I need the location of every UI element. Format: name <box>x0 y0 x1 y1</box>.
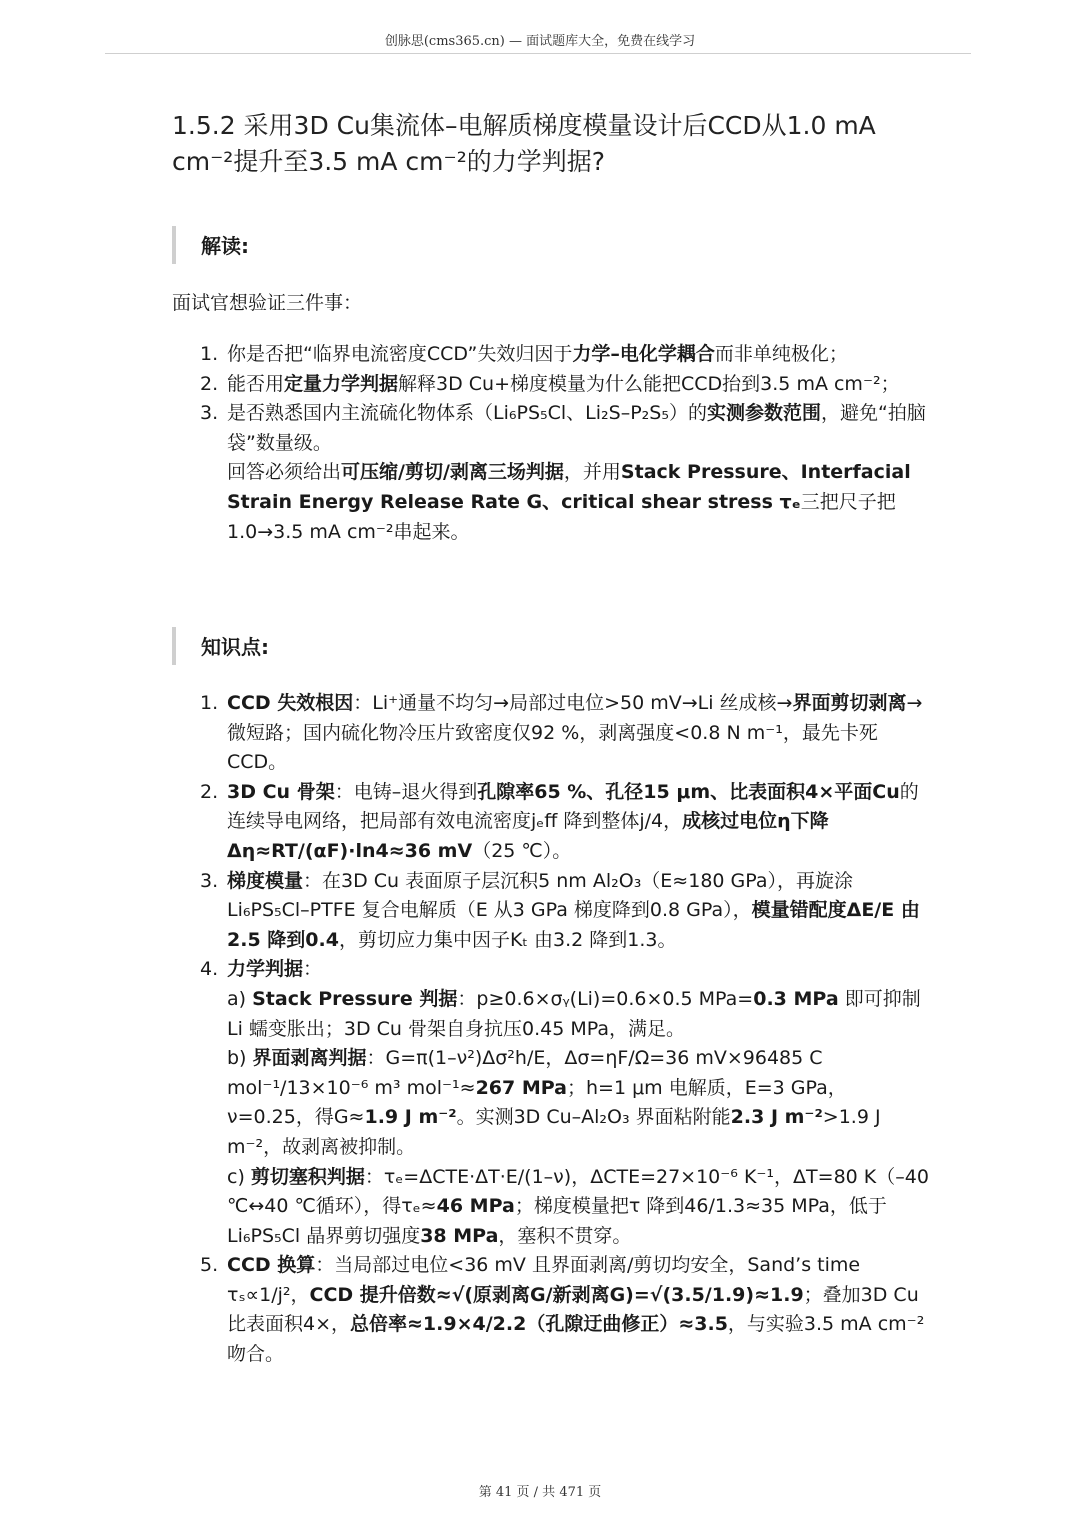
sub-criterion <box>227 1044 930 1162</box>
bold-text: CCD 提升倍数≈√(原剥离G/新剥离G)=√(3.5/1.9)≈1.9 <box>309 1283 804 1306</box>
item-text <box>227 1251 930 1369</box>
sub-criterion <box>227 985 930 1044</box>
text-run: ：G=π(1–ν²)Δσ²h/E，Δσ=ηF/Ω=36 mV×96485 C mol⁻¹/13×10⁻⁶ m³ mol⁻¹≈ <box>227 1047 823 1099</box>
bold-text: 总倍率≈1.9×4/2.2（孔隙迂曲修正）≈3.5 <box>350 1313 728 1336</box>
text-run: ，与实验3.5 mA cm⁻² 吻合。 <box>227 1313 925 1366</box>
section-heading: 解读: <box>201 234 249 258</box>
bold-text: 力学–电化学耦合 <box>572 343 715 365</box>
item-text <box>227 955 930 985</box>
section-heading: 知识点: <box>201 635 269 659</box>
list-number: 3. <box>200 869 219 892</box>
item-extra-text <box>227 458 930 547</box>
text-run: ，塞积不贯穿。 <box>498 1224 632 1247</box>
text-run: 是否熟悉国内主流硫化物体系（Li₆PS₅Cl、Li₂S–P₂S₅）的 <box>227 402 707 425</box>
text-run: 。实测3D Cu–Al₂O₃ 界面粘附能 <box>456 1106 731 1129</box>
list-item <box>200 778 930 867</box>
list-item <box>200 370 930 400</box>
section-knowledge <box>172 627 269 665</box>
list-number: 2. <box>200 780 219 803</box>
list-item <box>200 867 930 956</box>
text-run: >1.9 J m⁻²，故剥离被抑制。 <box>227 1106 881 1158</box>
text-run: →微短路；国内硫化物冷压片致密度仅92 %，剥离强度<0.8 N m⁻¹，最先卡死CCD。 <box>227 692 923 774</box>
bold-text: 2.3 J m⁻² <box>730 1106 823 1129</box>
bold-text: 可压缩/剪切/剥离三场判据 <box>341 461 564 484</box>
list-number: 1. <box>200 692 219 714</box>
item-text <box>227 867 930 956</box>
text-run: 的连续导电网络，把局部有效电流密度jₑff 降到整体j/4， <box>227 780 919 833</box>
intro-text: 面试官想验证三件事： <box>172 292 363 314</box>
bold-text: 定量力学判据 <box>284 372 399 395</box>
bold-text: 剪切塞积判据 <box>250 1165 365 1188</box>
bold-text: 模量错配度ΔE/E 由2.5 降到0.4 <box>227 899 920 951</box>
text-run: ：p≥0.6×σᵧ(Li)=0.6×0.5 MPa= <box>457 987 754 1010</box>
bold-text: 38 MPa <box>420 1224 499 1247</box>
list-item <box>200 955 930 1251</box>
text-run: ；h=1 μm 电解质，E=3 GPa，ν=0.25，得G≈ <box>227 1076 847 1129</box>
item-text <box>227 399 930 458</box>
bold-text: 267 MPa <box>475 1076 567 1099</box>
text-run: ，剪切应力集中因子Kₜ 由3.2 降到1.3。 <box>338 928 677 951</box>
bold-text: 3D Cu 骨架 <box>227 780 335 803</box>
item-text <box>227 778 930 867</box>
list-number: 2. <box>200 372 219 395</box>
text-run: ：τₑ=ΔCTE·ΔT·E/(1–ν)，ΔCTE=27×10⁻⁶ K⁻¹，ΔT=80 K（–40 ℃↔40 ℃循环），得τₑ≈ <box>227 1165 929 1218</box>
text-run: ：在3D Cu 表面原子层沉积5 nm Al₂O₃（E≈180 GPa），再旋涂Li₆PS₅Cl–PTFE 复合电解质（E 从3 GPa 梯度降到0.8 GPa）， <box>227 869 854 922</box>
bold-text: 孔隙率65 %、孔径15 μm、比表面积4×平面Cu <box>477 780 900 803</box>
bold-text: 界面剥离判据 <box>252 1047 367 1070</box>
bold-text: 成核过电位η下降Δη≈RT/(αF)·ln4≈36 mV <box>227 810 829 862</box>
bold-text: 46 MPa <box>436 1195 515 1218</box>
page-footer: 第 41 页 / 共 471 页 <box>478 1485 602 1500</box>
sub-criterion <box>227 1163 930 1252</box>
bold-text: CCD 换算 <box>227 1254 316 1277</box>
text-run: ：电铸–退火得到 <box>334 780 478 803</box>
text-run: a) <box>227 987 253 1010</box>
text-run: ；叠加3D Cu 比表面积4×， <box>227 1283 919 1336</box>
bold-text: 1.9 J m⁻² <box>364 1106 457 1129</box>
text-run: （25 ℃）。 <box>472 839 572 862</box>
bold-text: 力学判据 <box>227 958 304 981</box>
text-run: ，避免“拍脑袋”数量级。 <box>227 402 926 454</box>
page-header: 创脉思(cms365.cn) — 面试题库大全，免费在线学习 <box>384 34 696 49</box>
text-run: 即可抑制Li 蠕变胀出；3D Cu 骨架自身抗压0.45 MPa，满足。 <box>227 987 921 1040</box>
list-item <box>200 399 930 547</box>
bold-text: Stack Pressure 判据 <box>252 987 458 1010</box>
bold-text: Stack Pressure、Interfacial Strain Energy Release Rate G、critical shear stress τₑ <box>227 461 911 513</box>
list-number: 3. <box>200 402 219 425</box>
text-run: ，并用 <box>563 461 621 484</box>
text-run: 而非单纯极化； <box>714 343 848 365</box>
text-run: ：Li⁺通量不均匀→局部过电位>50 mV→Li 丝成核→ <box>353 692 793 714</box>
text-run: ：当局部过电位<36 mV 且界面剥离/剪切均安全，Sand’s time τₛ∝1/j²， <box>227 1254 861 1306</box>
text-run: 回答必须给出 <box>227 461 342 484</box>
bold-text: CCD 失效根因 <box>227 692 354 714</box>
bold-text: 0.3 MPa <box>753 987 839 1010</box>
bold-text: 界面剪切剥离 <box>792 692 907 714</box>
header-divider <box>105 53 971 54</box>
bold-text: 实测参数范围 <box>706 402 821 425</box>
text-run: 能否用 <box>227 372 285 395</box>
text-run: ： <box>303 958 323 981</box>
text-run: 你是否把“临界电流密度CCD”失效归因于 <box>227 343 573 365</box>
item-text <box>227 370 930 400</box>
list-item <box>200 340 930 370</box>
text-run: ；梯度模量把τ 降到46/1.3≈35 MPa，低于Li₆PS₅Cl 晶界剪切强度 <box>227 1195 887 1247</box>
list-number: 1. <box>200 343 219 365</box>
item-text <box>227 340 930 370</box>
text-run: 三把尺子把1.0→3.5 mA cm⁻²串起来。 <box>227 490 896 543</box>
item-text <box>227 689 930 778</box>
text-run: b) <box>227 1047 253 1070</box>
section-interpretation <box>172 226 249 264</box>
list-number: 4. <box>200 958 219 981</box>
list-number: 5. <box>200 1254 219 1277</box>
bold-text: 梯度模量 <box>227 869 304 892</box>
page-title: 1.5.2 采用3D Cu集流体–电解质梯度模量设计后CCD从1.0 mA cm⁻²提升至3.5 mA cm⁻²的力学判据? <box>172 111 876 176</box>
interpretation-list <box>200 340 930 547</box>
list-item <box>200 1251 930 1369</box>
knowledge-list <box>200 689 930 1370</box>
list-item <box>200 689 930 778</box>
text-run: 解释3D Cu+梯度模量为什么能把CCD抬到3.5 mA cm⁻²； <box>398 372 900 395</box>
text-run: c) <box>227 1165 251 1188</box>
